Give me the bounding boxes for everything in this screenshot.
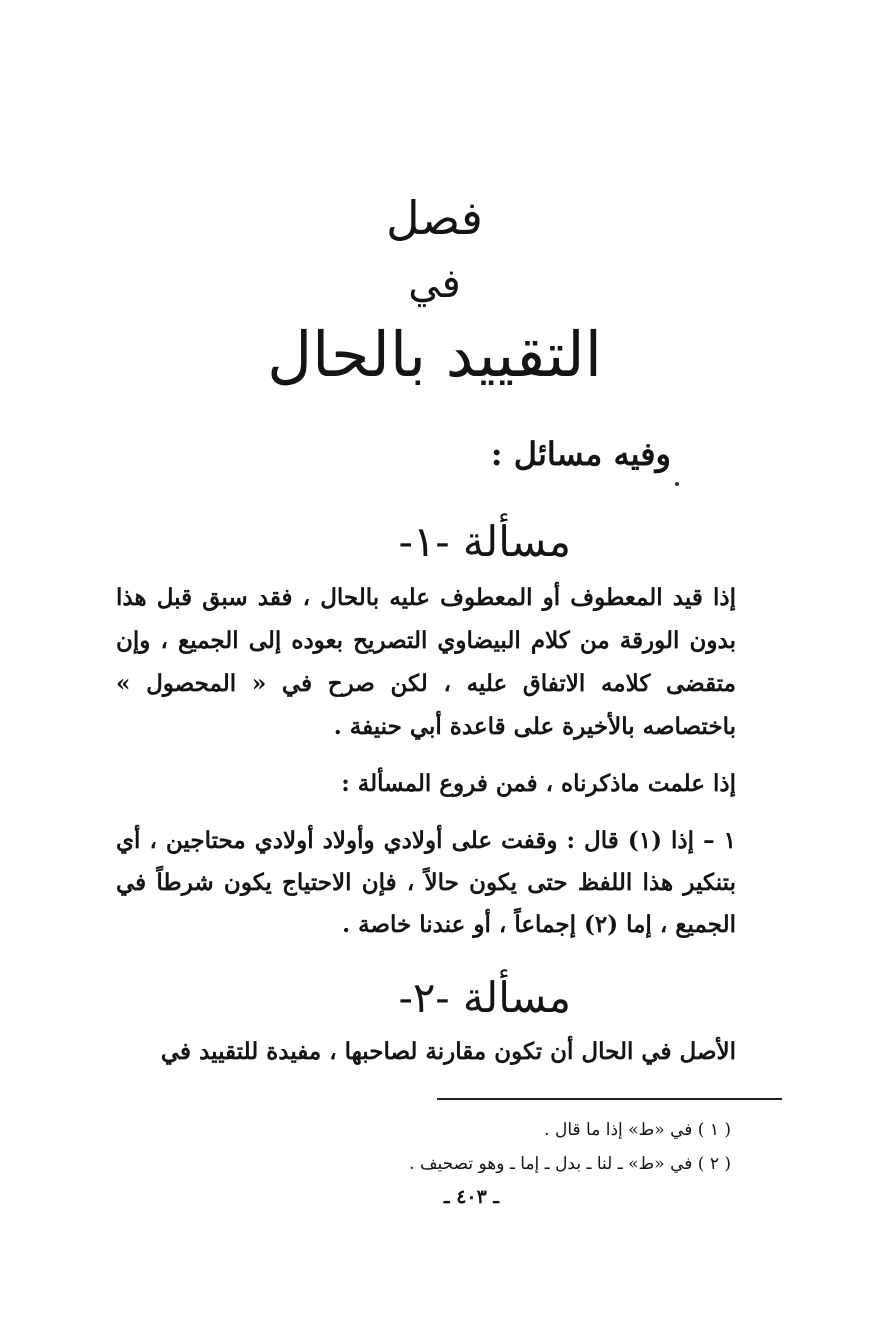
ink-speck	[675, 482, 679, 486]
footnote-1: ( ١ ) في «ط» إذا ما قال .	[544, 1120, 731, 1140]
footnote-separator	[437, 1098, 782, 1100]
paragraph-3: ١ – إذا (١) قال : وقفت على أولادي وأولاد أولادي محتاجين ، أي بتنكير هذا اللفظ حتى يكون حالاً ، فإن الاحتياج يكون شرطاً في الجميع ، إما (٢) إجماعاً ، أو عندنا خاصة .	[116, 827, 736, 938]
intro-line: وفيه مسائل :	[490, 435, 671, 473]
paragraph-4: الأصل في الحال أن تكون مقارنة لصاحبها ، مفيدة للتقييد في	[160, 1038, 736, 1065]
chapter-preposition: في	[408, 261, 461, 307]
paragraph-1: إذا قيد المعطوف أو المعطوف عليه بالحال ، فقد سبق قبل هذا بدون الورقة من كلام البيضاوي التصريح بعوده إلى الجميع ، وإن متقضى كلامه الاتفاق عليه ، لكن صرح في « المحصول » باختصاصه بالأخيرة على قاعدة أبي حنيفة .	[116, 584, 736, 740]
footnote-2: ( ٢ ) في «ط» ـ لنا ـ بدل ـ إما ـ وهو تصحيف .	[409, 1154, 731, 1174]
page-number: ـ ٤٠٣ ـ	[444, 1186, 499, 1208]
chapter-label: فصل	[386, 191, 483, 245]
section-heading-1: مسألة -١-	[398, 517, 571, 566]
paragraph-2: إذا علمت ماذكرناه ، فمن فروع المسألة :	[341, 770, 736, 797]
section-heading-2: مسألة -٢-	[398, 973, 571, 1022]
chapter-title: التقييد بالحال	[267, 318, 602, 391]
